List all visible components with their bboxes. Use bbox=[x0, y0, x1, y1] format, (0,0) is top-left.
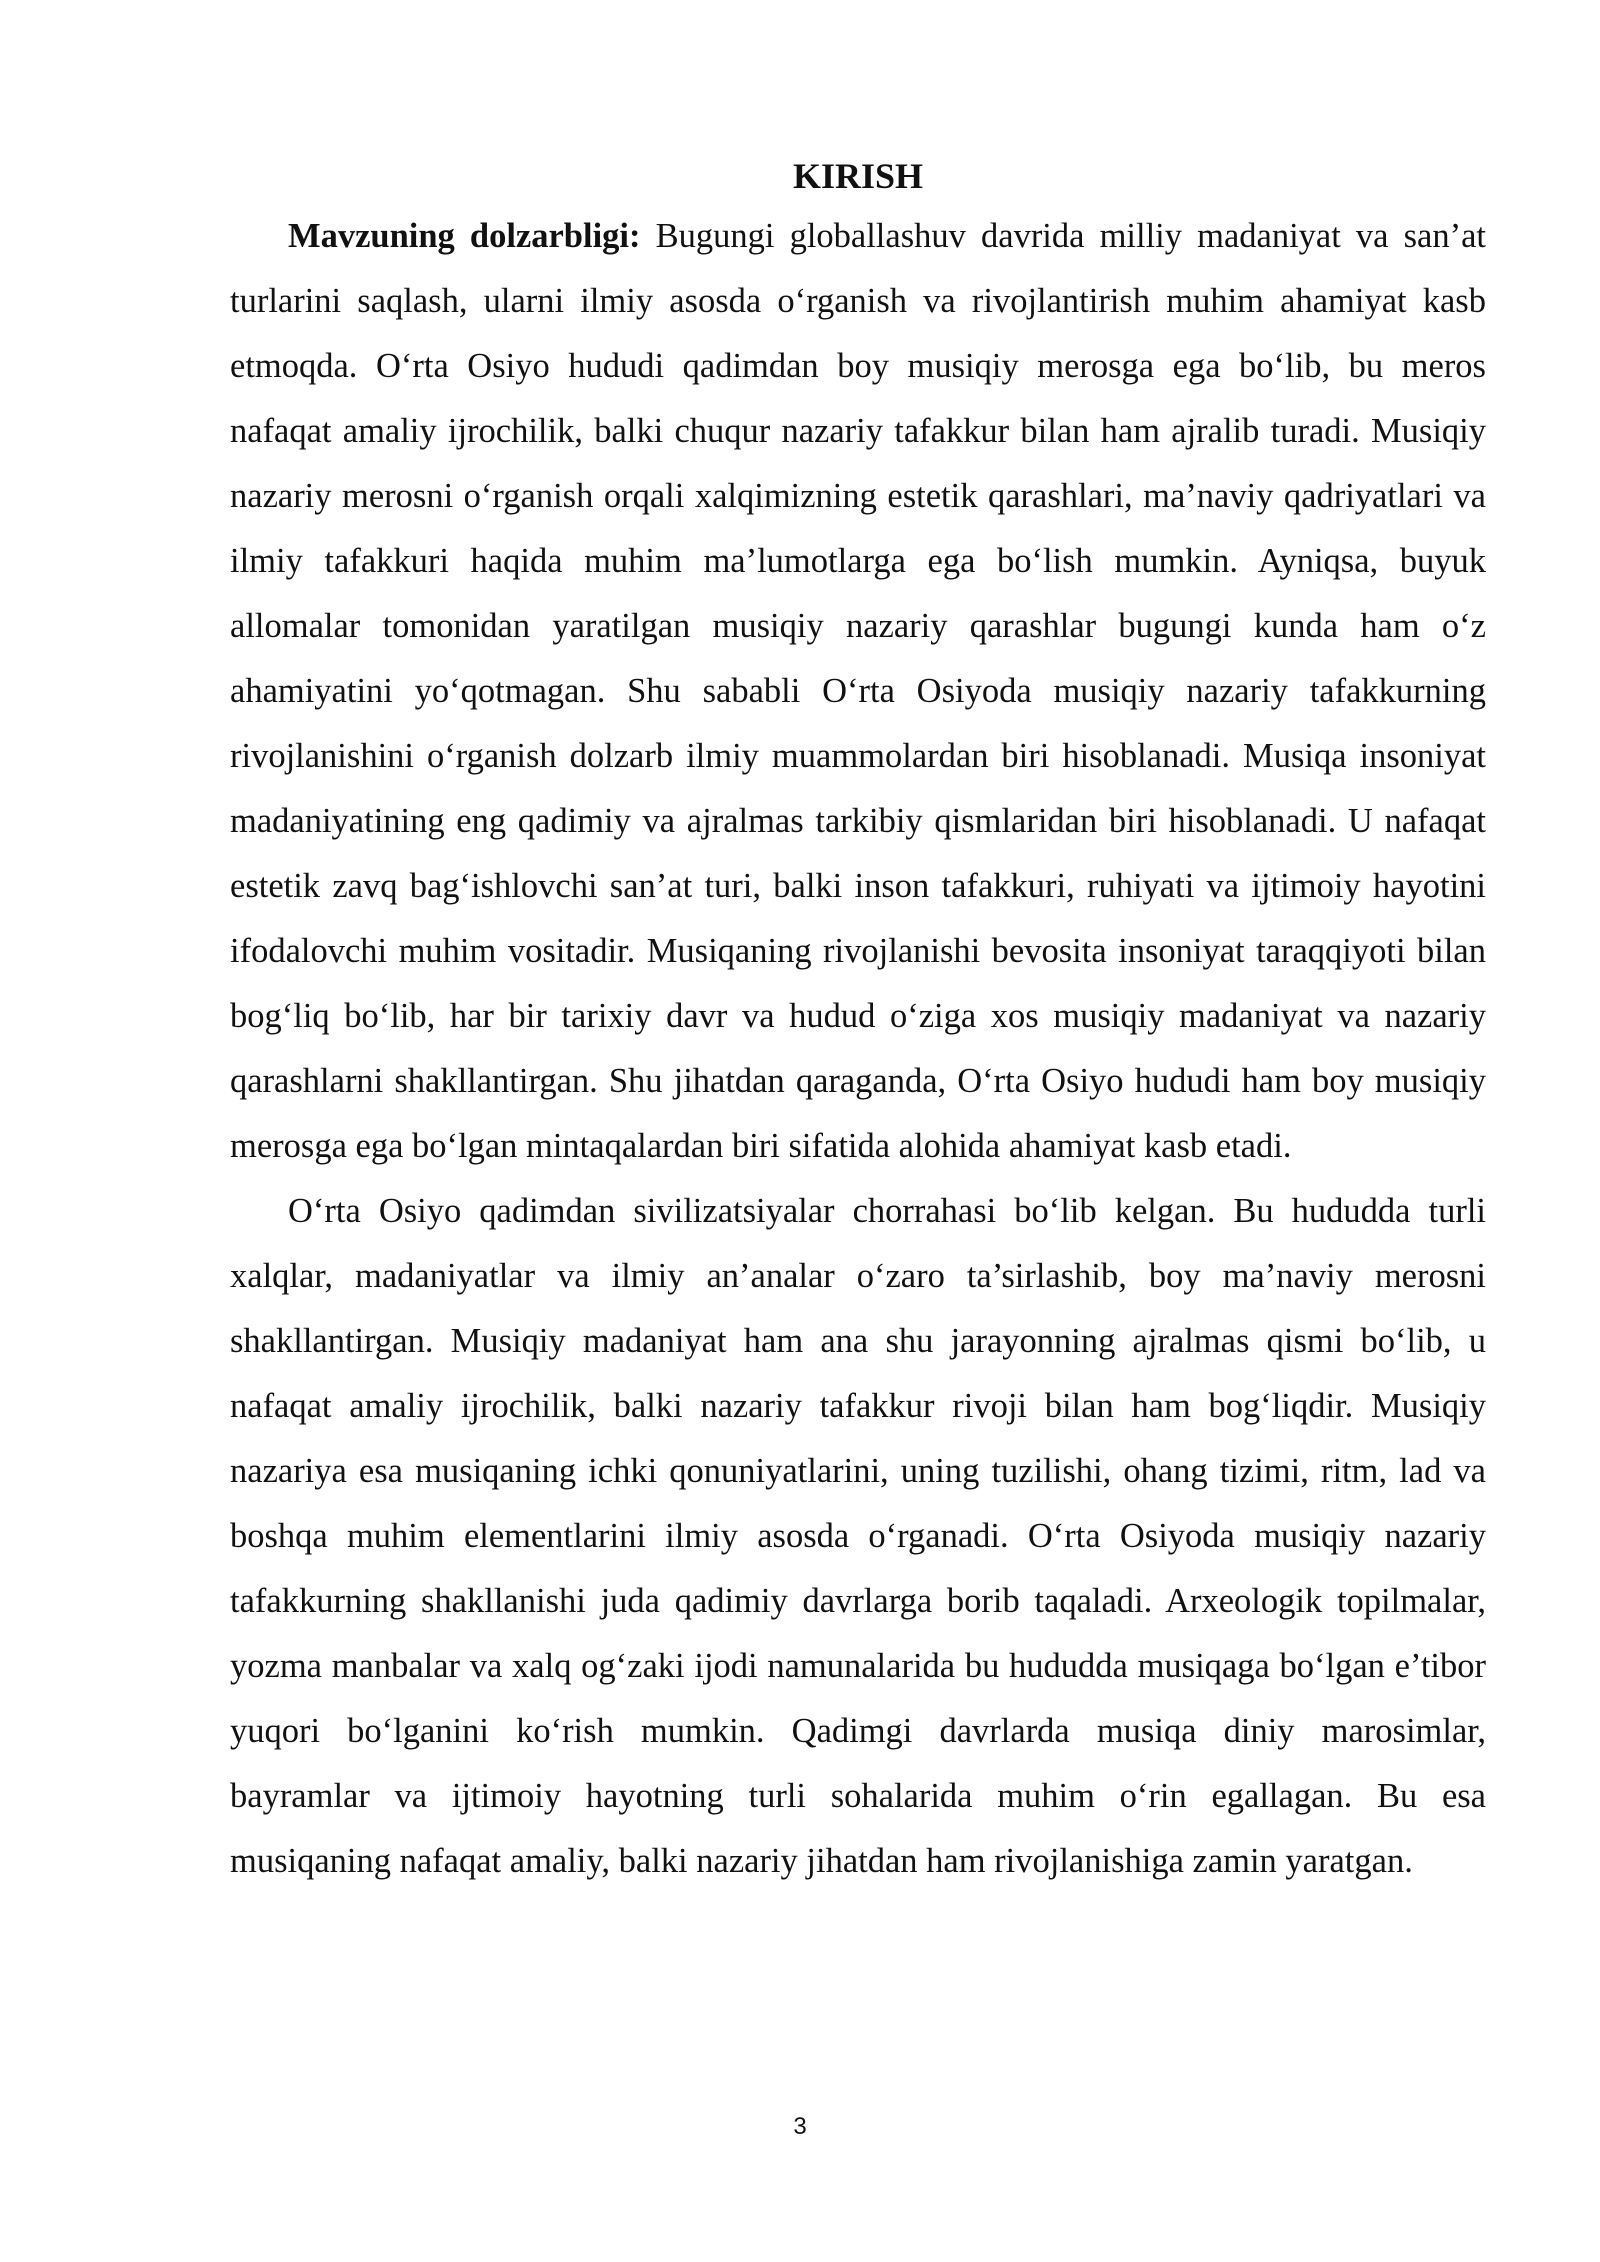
section-title: KIRISH bbox=[792, 156, 924, 196]
paragraph-central-asia bbox=[230, 1179, 1486, 1894]
page-number: 3 bbox=[793, 2113, 807, 2140]
paragraph-relevance bbox=[230, 204, 1486, 1179]
paragraph-lead: Mavzuning dolzarbligi: bbox=[288, 217, 641, 255]
page-content bbox=[230, 148, 1486, 1894]
paragraph-text: Bugungi globallashuv davrida milliy madaniyat va san’at turlarini saqlash, ularni ilmiy asosda o‘rganish va rivojlantirish muhim ahamiyat kasb etmoqda. O‘rta Osiyo hududi qadimdan boy musiqiy merosga ega bo‘lib, bu meros nafaqat amaliy ijrochilik, balki chuqur nazariy tafakkur bilan ham ajralib turadi. Musiqiy nazariy merosni o‘rganish orqali xalqimizning estetik qarashlari, ma’naviy qadriyatlari va ilmiy tafakkuri haqida muhim ma’lumotlarga ega bo‘lish mumkin. Ayniqsa, buyuk allomalar tomonidan yaratilgan musiqiy nazariy qarashlar bugungi kunda ham o‘z ahamiyatini yo‘qotmagan. Shu sababli O‘rta Osiyoda musiqiy nazariy tafakkurning rivojlanishini o‘rganish dolzarb ilmiy muammolardan biri hisoblanadi. Musiqa insoniyat madaniyatining eng qadimiy va ajralmas tarkibiy qismlaridan biri hisoblanadi. U nafaqat estetik zavq bag‘ishlovchi san’at turi, balki inson tafakkuri, ruhiyati va ijtimoiy hayotini ifodalovchi muhim vositadir. Musiqaning rivojlanishi bevosita insoniyat taraqqiyoti bilan bog‘liq bo‘lib, har bir tarixiy davr va hudud o‘ziga xos musiqiy madaniyat va nazariy qarashlarni shakllantirgan. Shu jihatdan qaraganda, O‘rta Osiyo hududi ham boy musiqiy merosga ega bo‘lgan mintaqalardan biri sifatida alohida ahamiyat kasb etadi. bbox=[230, 217, 1486, 1165]
paragraph-text: O‘rta Osiyo qadimdan sivilizatsiyalar chorrahasi bo‘lib kelgan. Bu hududda turli xalqlar, madaniyatlar va ilmiy an’analar o‘zaro ta’sirlashib, boy ma’naviy merosni shakllantirgan. Musiqiy madaniyat ham ana shu jarayonning ajralmas qismi bo‘lib, u nafaqat amaliy ijrochilik, balki nazariy tafakkur rivoji bilan ham bog‘liqdir. Musiqiy nazariya esa musiqaning ichki qonuniyatlarini, uning tuzilishi, ohang tizimi, ritm, lad va boshqa muhim elementlarini ilmiy asosda o‘rganadi. O‘rta Osiyoda musiqiy nazariy tafakkurning shakllanishi juda qadimiy davrlarga borib taqaladi. Arxeologik topilmalar, yozma manbalar va xalq og‘zaki ijodi namunalarida bu hududda musiqaga bo‘lgan e’tibor yuqori bo‘lganini ko‘rish mumkin. Qadimgi davrlarda musiqa diniy marosimlar, bayramlar va ijtimoiy hayotning turli sohalarida muhim o‘rin egallagan. Bu esa musiqaning nafaqat amaliy, balki nazariy jihatdan ham rivojlanishiga zamin yaratgan. bbox=[230, 1192, 1486, 1880]
